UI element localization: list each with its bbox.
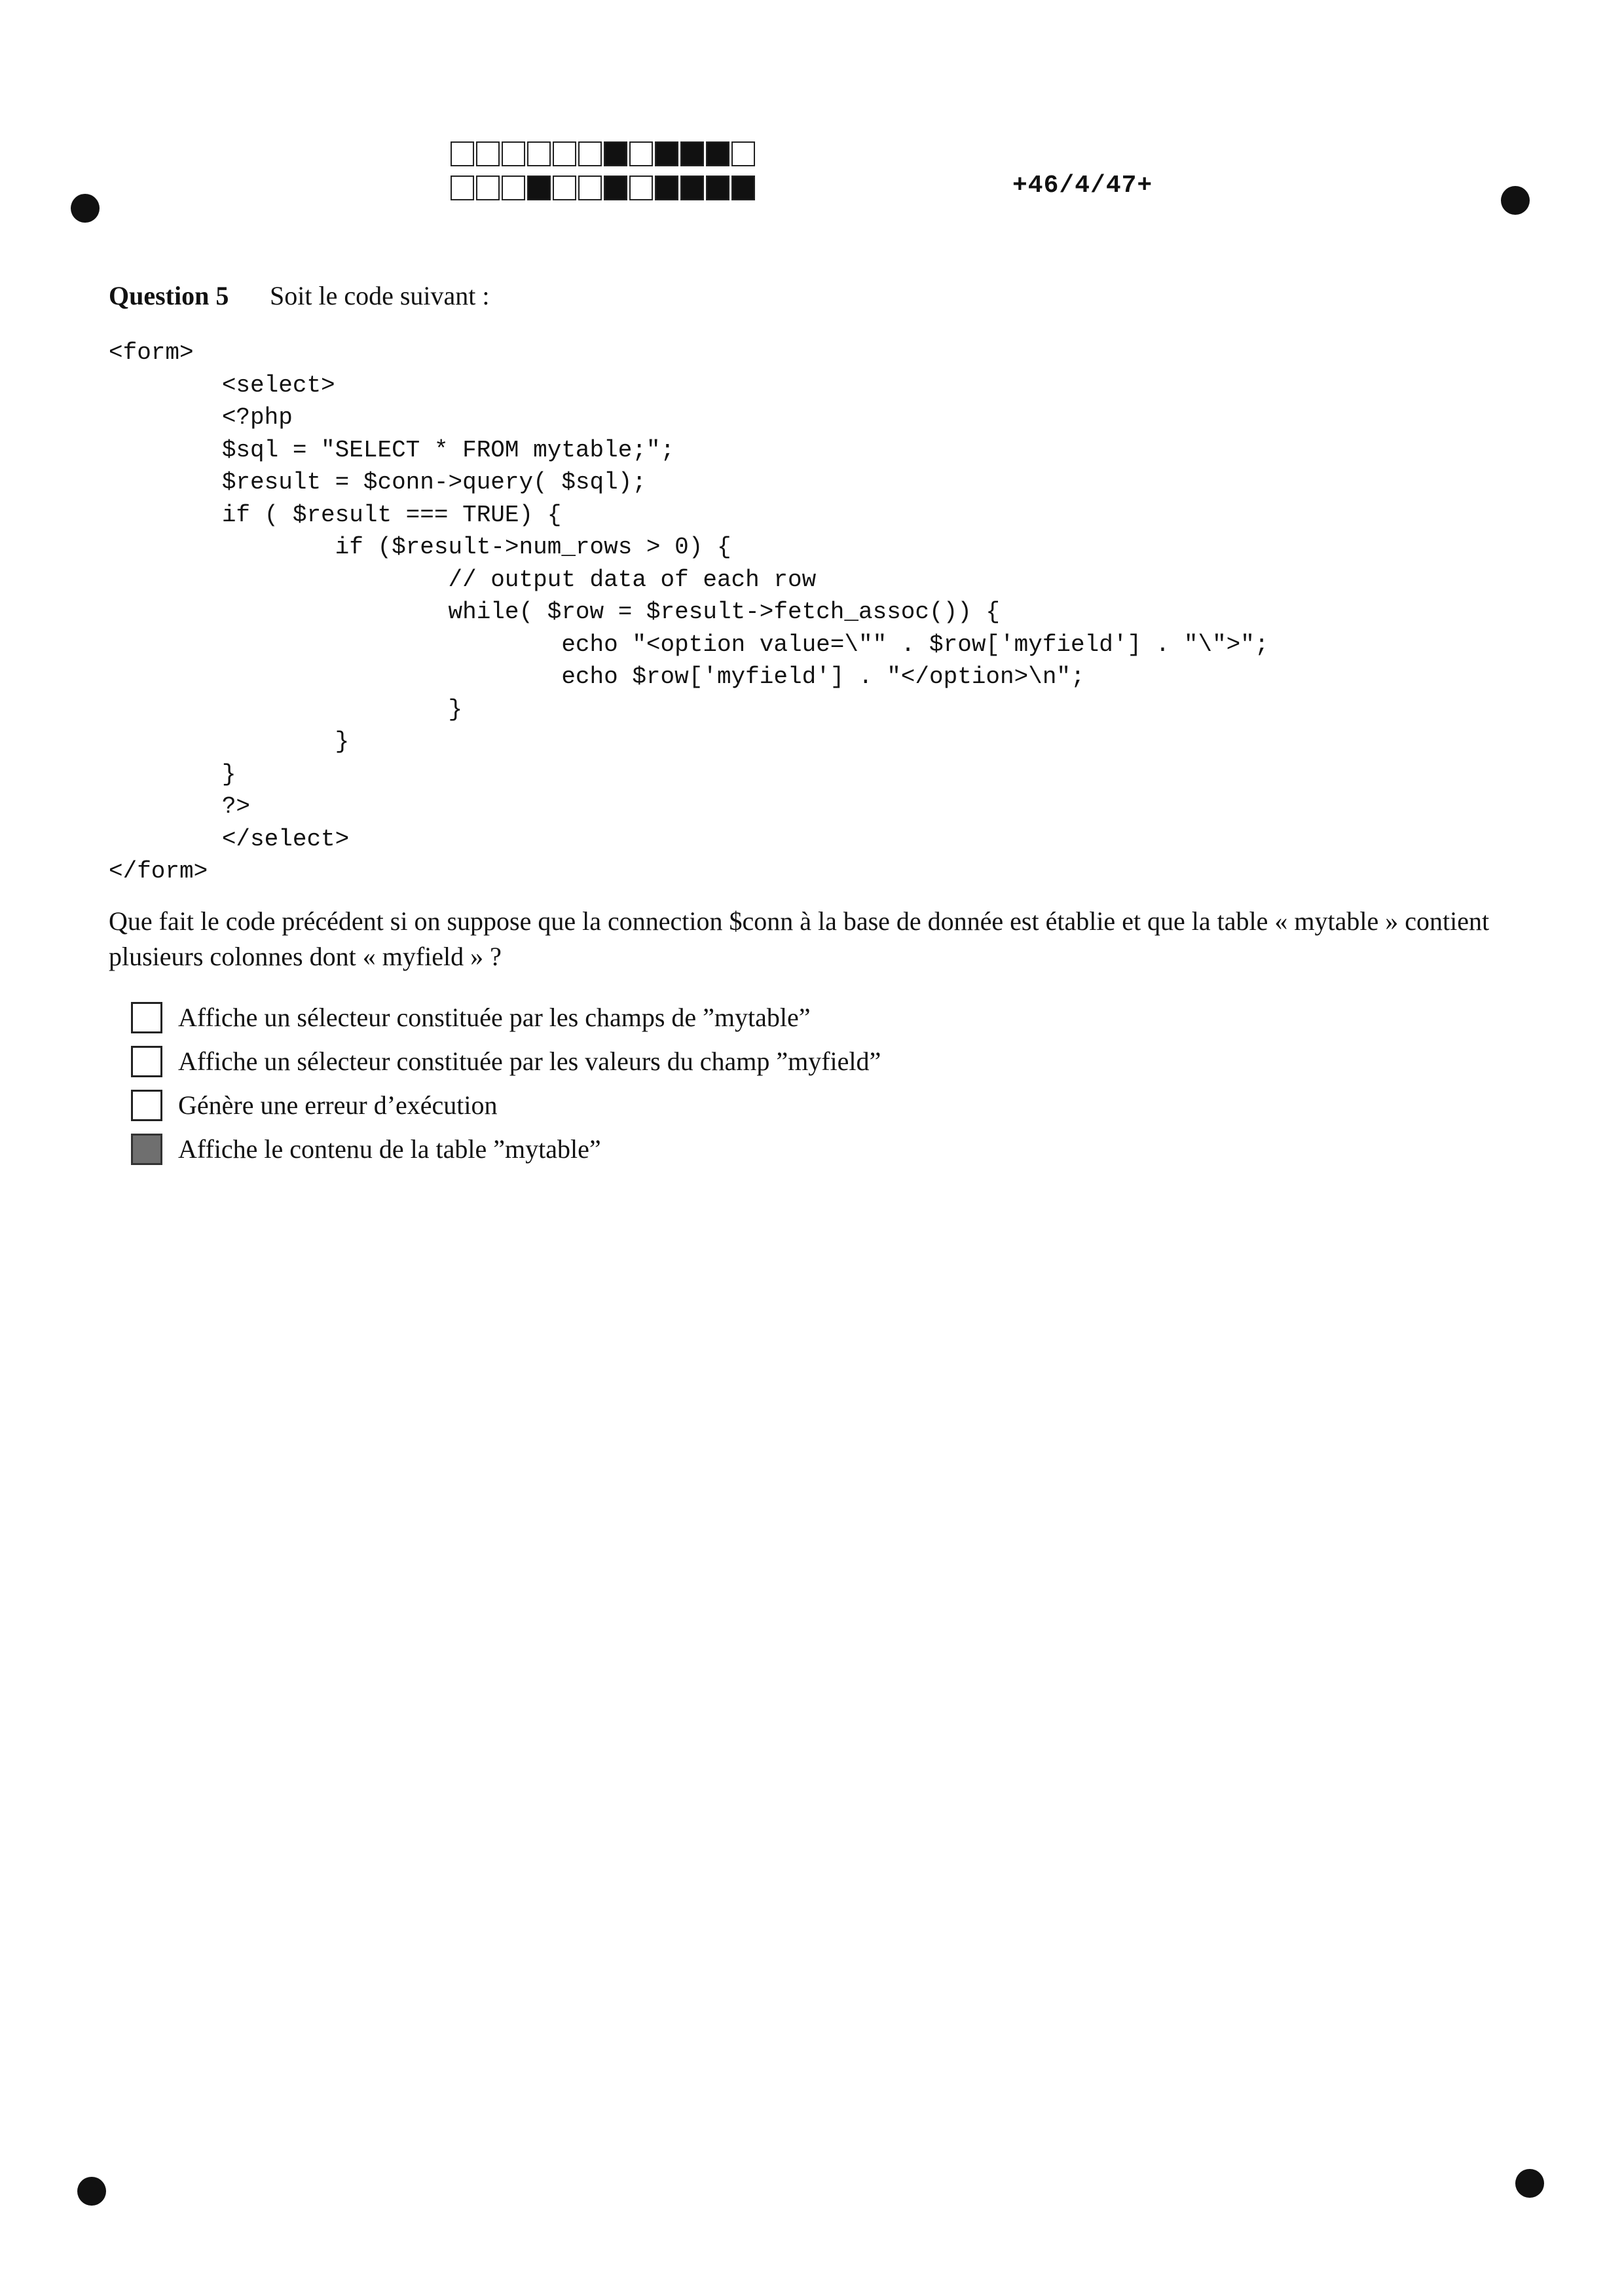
page-identifier: +46/4/47+ (1012, 172, 1153, 200)
box-code-cell (680, 176, 704, 200)
box-code-cell (502, 176, 525, 200)
code-line: <?php (109, 404, 293, 431)
box-code-cell (578, 141, 602, 166)
code-line: ?> (109, 793, 251, 820)
box-code-cell (706, 176, 729, 200)
code-line: if ( $result === TRUE) { (109, 501, 562, 528)
corner-marker-bottom-right (1515, 2169, 1544, 2198)
code-line: } (109, 695, 463, 723)
box-code-row-1 (451, 141, 757, 166)
box-code-cell (629, 141, 653, 166)
box-code-cell (629, 176, 653, 200)
box-code-cell (578, 176, 602, 200)
answer-option[interactable] (131, 995, 881, 1039)
box-code-cell (731, 176, 755, 200)
code-line: if ($result->num_rows > 0) { (109, 534, 731, 561)
code-listing (109, 337, 1269, 888)
box-code-cell (476, 176, 500, 200)
corner-marker-top-left (71, 194, 100, 223)
box-code-cell (502, 141, 525, 166)
box-code-cell (553, 141, 576, 166)
code-line: echo "<option value=\"" . $row['myfield'] . "\">"; (109, 631, 1269, 658)
answer-label: Affiche le contenu de la table ”mytable” (178, 1134, 601, 1164)
box-code-cell (527, 141, 551, 166)
question-label: Question 5 (109, 281, 229, 310)
box-code-row-2 (451, 176, 757, 200)
box-code-cell (527, 176, 551, 200)
box-code-cell (655, 176, 678, 200)
code-line: // output data of each row (109, 566, 817, 593)
code-line: $sql = "SELECT * FROM mytable;"; (109, 436, 675, 464)
code-line: $result = $conn->query( $sql); (109, 469, 646, 496)
box-code-cell (680, 141, 704, 166)
answer-label: Affiche un sélecteur constituée par les champs de ”mytable” (178, 1003, 811, 1032)
code-line: </form> (109, 858, 208, 885)
code-line: <select> (109, 371, 335, 399)
corner-marker-bottom-left (77, 2177, 106, 2206)
code-line: </select> (109, 825, 350, 853)
code-line: } (109, 728, 350, 755)
corner-marker-top-right (1501, 186, 1530, 215)
answer-checkbox[interactable] (131, 1046, 162, 1077)
answer-option[interactable] (131, 1127, 881, 1171)
box-code-cell (655, 141, 678, 166)
code-line: } (109, 760, 236, 788)
answer-checkbox[interactable] (131, 1002, 162, 1033)
question-heading (109, 280, 229, 311)
question-text: Que fait le code précédent si on suppose que la connection $conn à la base de donnée est établie et que la table « mytable » contient plusieurs colonnes dont « myfield » ? (109, 906, 1490, 971)
answer-option[interactable] (131, 1083, 881, 1127)
box-code-cell (451, 141, 474, 166)
box-code-cell (553, 176, 576, 200)
answer-checkbox[interactable] (131, 1090, 162, 1121)
answer-option[interactable] (131, 1039, 881, 1083)
answer-options (131, 995, 881, 1171)
box-code-cell (706, 141, 729, 166)
code-line: <form> (109, 339, 194, 366)
answer-checkbox[interactable] (131, 1134, 162, 1165)
box-code-cell (451, 176, 474, 200)
code-line: while( $row = $result->fetch_assoc()) { (109, 599, 1001, 625)
box-code-cell (604, 176, 627, 200)
answer-label: Génère une erreur d’exécution (178, 1090, 498, 1120)
box-code-cell (731, 141, 755, 166)
box-code-cell (476, 141, 500, 166)
question-intro: Soit le code suivant : (270, 281, 490, 310)
box-code-cell (604, 141, 627, 166)
code-line: echo $row['myfield'] . "</option>\n"; (109, 663, 1085, 690)
answer-label: Affiche un sélecteur constituée par les valeurs du champ ”myfield” (178, 1046, 881, 1076)
